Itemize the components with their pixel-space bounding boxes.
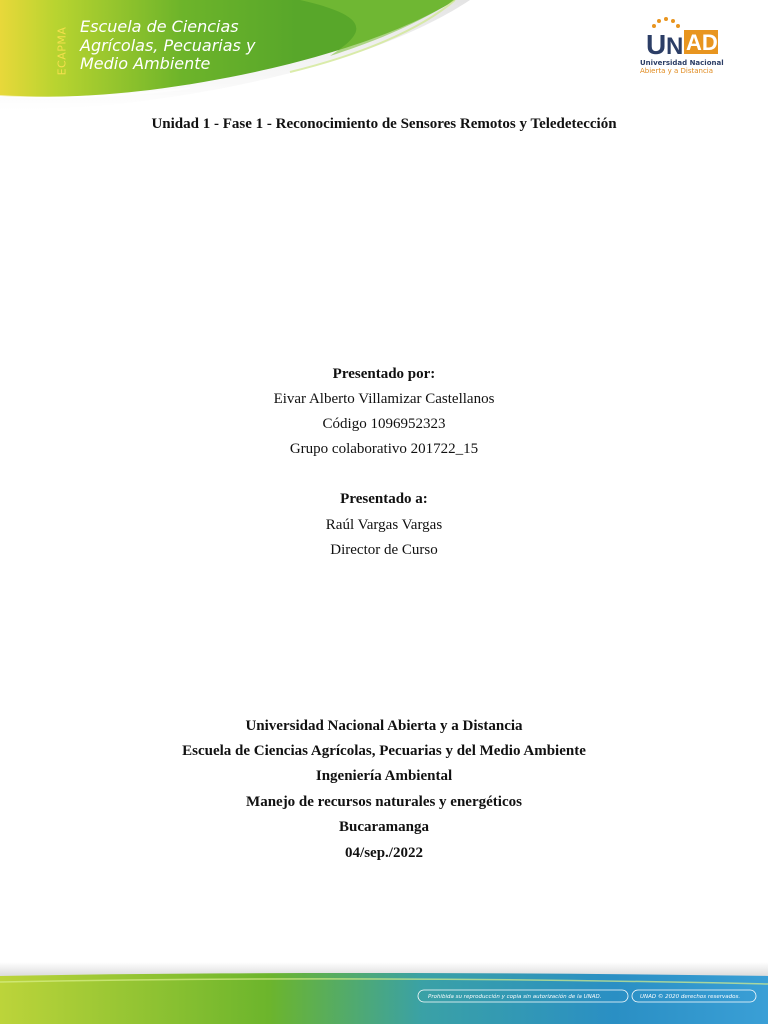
student-code: Código 1096952323 xyxy=(322,416,446,432)
program-name: Ingeniería Ambiental xyxy=(315,768,453,784)
logo-n: N xyxy=(666,33,684,60)
logo-sub-1: Universidad Nacional xyxy=(640,59,724,67)
university-name: Universidad Nacional Abierta y a Distancia xyxy=(245,718,523,734)
teacher-role: Director de Curso xyxy=(330,542,438,558)
footer-banner xyxy=(0,962,768,1024)
student-name: Eivar Alberto Villamizar Castellanos xyxy=(273,391,495,407)
group-name: Grupo colaborativo 201722_15 xyxy=(289,441,479,457)
logo-sub-2: Abierta y a Distancia xyxy=(640,67,714,75)
logo-ad: AD xyxy=(686,30,718,55)
school-line-3: Medio Ambiente xyxy=(80,54,211,73)
presented-by-label: Presentado por: xyxy=(332,366,436,382)
logo-dots-icon xyxy=(652,17,680,28)
presented-to-label: Presentado a: xyxy=(340,491,428,507)
footer-notice-left: Prohibida su reproducción y copia sin autorización de la UNAD. xyxy=(428,994,602,1000)
document-date: 04/sep./2022 xyxy=(345,845,423,861)
city: Bucaramanga xyxy=(339,819,429,835)
document-title: Unidad 1 - Fase 1 - Reconocimiento de Sensores Remotos y Teledetección xyxy=(151,116,617,132)
school-line-1: Escuela de Ciencias xyxy=(80,17,239,36)
school-full-name: Escuela de Ciencias Agrícolas, Pecuarias y del Medio Ambiente xyxy=(182,743,586,759)
logo-caption xyxy=(640,59,728,75)
teacher-name: Raúl Vargas Vargas xyxy=(325,517,443,533)
school-line-2: Agrícolas, Pecuarias y xyxy=(80,35,256,55)
course-name: Manejo de recursos naturales y energéticos xyxy=(246,794,522,810)
footer-notice-right: UNAD © 2020 derechos reservados. xyxy=(640,994,741,1000)
ecapma-acronym xyxy=(40,22,84,80)
logo-u: U xyxy=(646,29,667,60)
school-name xyxy=(80,18,255,74)
acronym-text: ECAPMA xyxy=(55,26,69,76)
